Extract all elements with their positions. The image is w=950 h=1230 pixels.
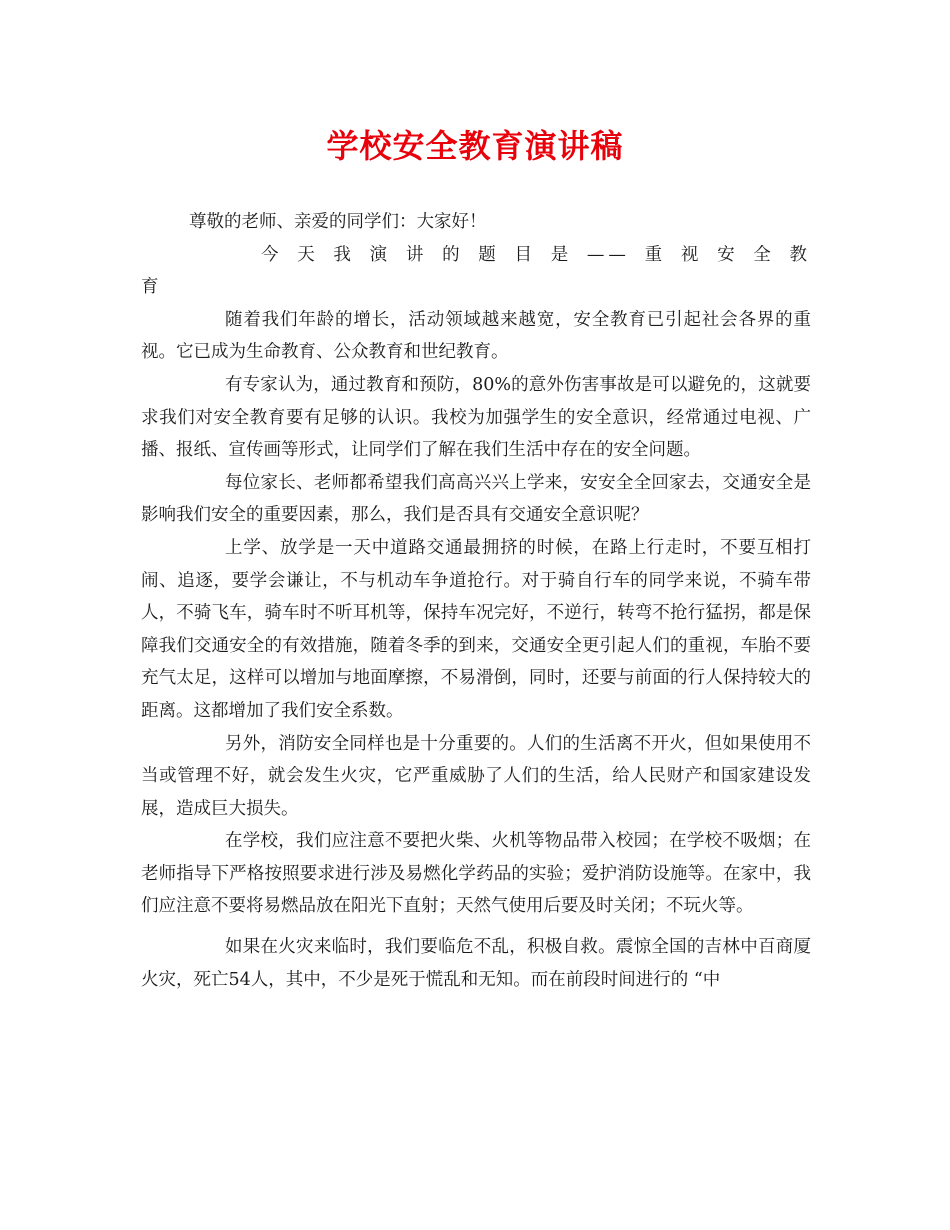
paragraph-spacer <box>141 923 811 931</box>
paragraph: 上学、放学是一天中道路交通最拥挤的时候，在路上行走时，不要互相打闹、追逐，要学会谦让，不与机动车争道抢行。对于骑自行车的同学来说，不骑车带人，不骑飞车，骑车时不听耳机等，保持车况完好，不逆行，转弯不抢行猛拐，都是保障我们交通安全的有效措施，随着冬季的到来，交通安全更引起人们的重视，车胎不要充气太足，这样可以增加与地面摩擦，不易滑倒，同时，还要与前面的行人保持较大的距离。这都增加了我们安全系数。 <box>141 537 811 721</box>
paragraph: 随着我们年龄的增长，活动领域越来越宽，安全教育已引起社会各界的重视。它已成为生命教育、公众教育和世纪教育。 <box>141 309 811 363</box>
paragraph: 每位家长、老师都希望我们高高兴兴上学来，安安全全回家去，交通安全是影响我们安全的重要因素，那么，我们是否具有交通安全意识呢？ <box>141 472 811 526</box>
paragraph: 在学校，我们应注意不要把火柴、火机等物品带入校园；在学校不吸烟；在老师指导下严格按照要求进行涉及易燃化学药品的实验；爱护消防设施等。在家中，我们应注意不要将易燃品放在阳光下直射；天然气使用后要及时关闭；不玩火等。 <box>141 831 811 917</box>
paragraph: 有专家认为，通过教育和预防，80%的意外伤害事故是可以避免的，这就要求我们对安全教育要有足够的认识。我校为加强学生的安全意识，经常通过电视、广播、报纸、宣传画等形式，让同学们了解在我们生活中存在的安全问题。 <box>141 374 811 461</box>
paragraph: 如果在火灾来临时，我们要临危不乱，积极自救。震惊全国的吉林中百商厦火灾，死亡54人，其中，不少是死于慌乱和无知。而在前段时间进行的 “中 <box>141 937 811 990</box>
topic-line: 今天我演讲的题目是——重视安全教 <box>261 244 811 265</box>
topic-line-continuation: 育 <box>141 277 159 298</box>
greeting-line: 尊敬的老师、亲爱的同学们：大家好！ <box>189 212 487 232</box>
paragraph: 另外，消防安全同样也是十分重要的。人们的生活离不开火，但如果使用不当或管理不好，就会发生火灾，它严重威胁了人们的生活，给人民财产和国家建设发展，造成巨大损失。 <box>141 733 811 819</box>
document-body <box>141 206 811 996</box>
document-title: 学校安全教育演讲稿 <box>326 127 624 165</box>
